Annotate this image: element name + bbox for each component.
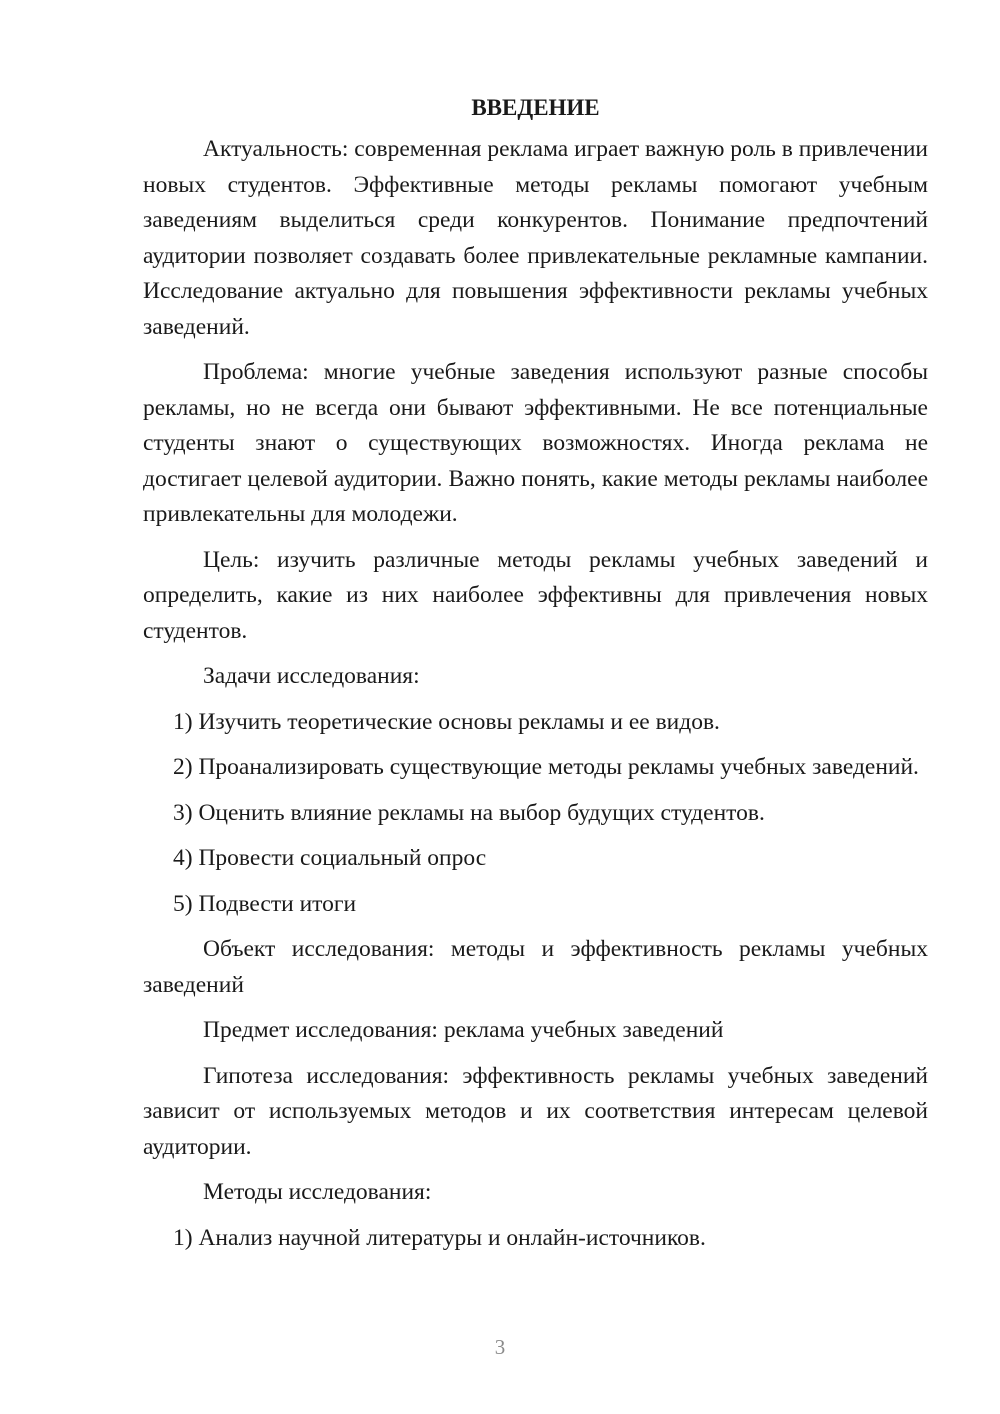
hypothesis-paragraph: Гипотеза исследования: эффективность рекламы учебных заведений зависит от используемых методов и их соответствия интересам целевой аудитории.	[143, 1062, 928, 1160]
task-item-2: 2) Проанализировать существующие методы рекламы учебных заведений.	[173, 754, 919, 780]
page-number: 3	[494, 1335, 506, 1359]
tasks-heading: Задачи исследования:	[203, 663, 420, 689]
page-content	[143, 90, 928, 1266]
page-title: ВВЕДЕНИЕ	[471, 95, 600, 120]
subject-paragraph: Предмет исследования: реклама учебных заведений	[203, 1017, 724, 1043]
task-item-5: 5) Подвести итоги	[173, 890, 357, 917]
task-item-4: 4) Провести социальный опрос	[173, 845, 487, 871]
task-item-3: 3) Оценить влияние рекламы на выбор будущих студентов.	[173, 799, 765, 826]
relevance-paragraph: Актуальность: современная реклама играет важную роль в привлечении новых студентов. Эффективные методы рекламы помогают учебным заведениям выделиться среди конкурентов. Понимание предпочтений аудитории позволяет создавать более привлекательные рекламные кампании. Исследование актуально для повышения эффективности рекламы учебных заведений.	[143, 136, 928, 340]
method-item-1: 1) Анализ научной литературы и онлайн-источников.	[173, 1224, 706, 1251]
object-paragraph: Объект исследования: методы и эффективность рекламы учебных заведений	[143, 936, 928, 998]
task-item-1: 1) Изучить теоретические основы рекламы и ее видов.	[173, 708, 720, 735]
methods-heading: Методы исследования:	[203, 1179, 432, 1205]
goal-paragraph: Цель: изучить различные методы рекламы учебных заведений и определить, какие из них наиболее эффективны для привлечения новых студентов.	[143, 546, 928, 644]
problem-paragraph: Проблема: многие учебные заведения используют разные способы рекламы, но не всегда они бывают эффективными. Не все потенциальные студенты знают о существующих возможностях. Иногда реклама не достигает целевой аудитории. Важно понять, какие методы рекламы наиболее привлекательны для молодежи.	[143, 359, 928, 527]
